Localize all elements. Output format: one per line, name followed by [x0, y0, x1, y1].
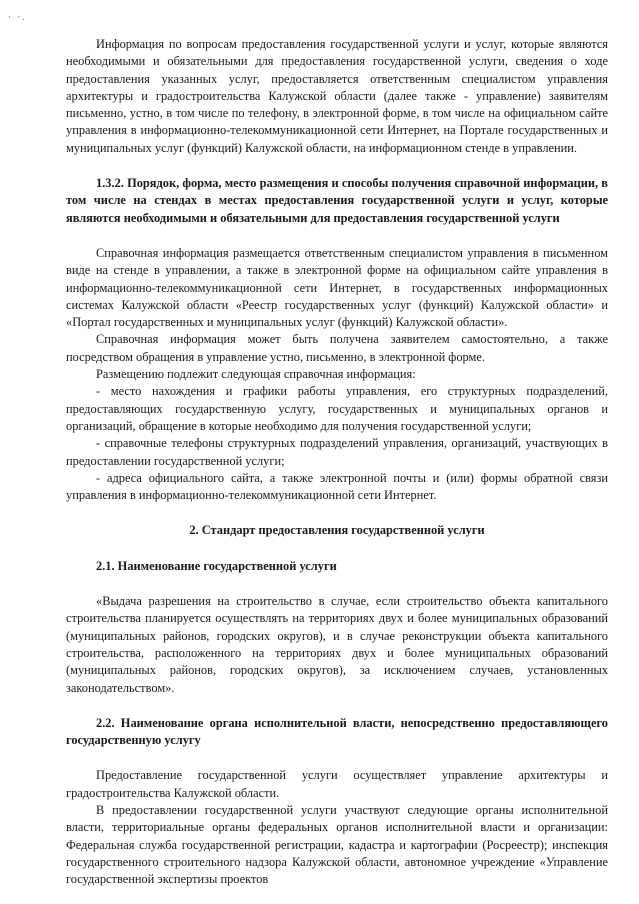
paragraph-service-name: «Выдача разрешения на строительство в случае, если строительство объекта капитального строительства планируется осуществлять на территориях двух и более муниципальных образований (муниципальных районов, городских округов), и в случае реконструкции объекта капитального строительства, расположенного на территориях двух и более муниципальных образований (муниципальных районов, городских округов), за исключением случаев, установленных законодательством». [66, 594, 608, 695]
scan-corner-marks: · ·. [8, 12, 27, 22]
list-item-location: - место нахождения и графики работы управления, его структурных подразделений, предоставляющих государственную услугу, государственных и муниципальных органов и организаций, обращение в которые необходимо для получения государственной услуги; [66, 384, 608, 433]
heading-2-1: 2.1. Наименование государственной услуги [96, 558, 337, 573]
list-item-addresses: - адреса официального сайта, а также электронной почты и (или) формы обратной связи управления в информационно-телекоммуникационной сети Интернет. [66, 470, 608, 503]
paragraph-self-obtain: Справочная информация может быть получена заявителем самостоятельно, а также посредством обращения в управление устно, письменно, в электронной форме. [66, 332, 608, 364]
heading-1-3-2: 1.3.2. Порядок, форма, место размещения и способы получения справочной информации, в том числе на стендах в местах предоставления государственной услуги и услуг, которые являются необходимыми и обязательными для предоставления государственной услуги [66, 176, 608, 225]
paragraph-provider: Предоставление государственной услуги осуществляет управление архитектуры и градостроительства Калужской области. [66, 768, 608, 800]
paragraph-info-provision: Информация по вопросам предоставления государственной услуги и услуг, которые являются необходимыми и обязательными для предоставления государственной услуги, сведения о ходе предоставления указанных услуг, предоставляется ответственным специалистом управления архитектуры и градостроительства Калужской области (далее также - управление) заявителям письменно, устно, в том числе по телефону, в электронной форме, в том числе на официальном сайте управления в информационно-телекоммуникационной сети Интернет, на Портале государственных и муниципальных услуг (функций) Калужской области, на информационном стенде в управлении. [66, 37, 608, 155]
paragraph-placement-list-intro: Размещению подлежит следующая справочная информация: [96, 367, 416, 382]
heading-2-standard: 2. Стандарт предоставления государственной услуги [189, 523, 485, 538]
document-page [66, 36, 608, 888]
paragraph-reference-info: Справочная информация размещается ответственным специалистом управления в письменном виде на стенде в управлении, а также в электронной форме на официальном сайте управления в информационно-телекоммуникационной сети Интернет, в государственных информационных системах Калужской области «Реестр государственных услуг (функций) Калужской области» и «Портал государственных и муниципальных услуг (функций) Калужской области». [66, 245, 608, 330]
heading-2-2: 2.2. Наименование органа исполнительной власти, непосредственно предоставляющего государственную услугу [66, 715, 608, 748]
list-item-phones: - справочные телефоны структурных подразделений управления, организаций, участвующих в предоставлении государственной услуги; [66, 436, 608, 468]
paragraph-participants: В предоставлении государственной услуги участвуют следующие органы исполнительной власти, территориальные органы федеральных органов исполнительной власти и организации: Федеральная служба государственной регистрации, кадастра и картографии (Росреестр); инспекция государственного строительного надзора Калужской области, автономное учреждение «Управление государственной экспертизы проектов [66, 802, 608, 887]
